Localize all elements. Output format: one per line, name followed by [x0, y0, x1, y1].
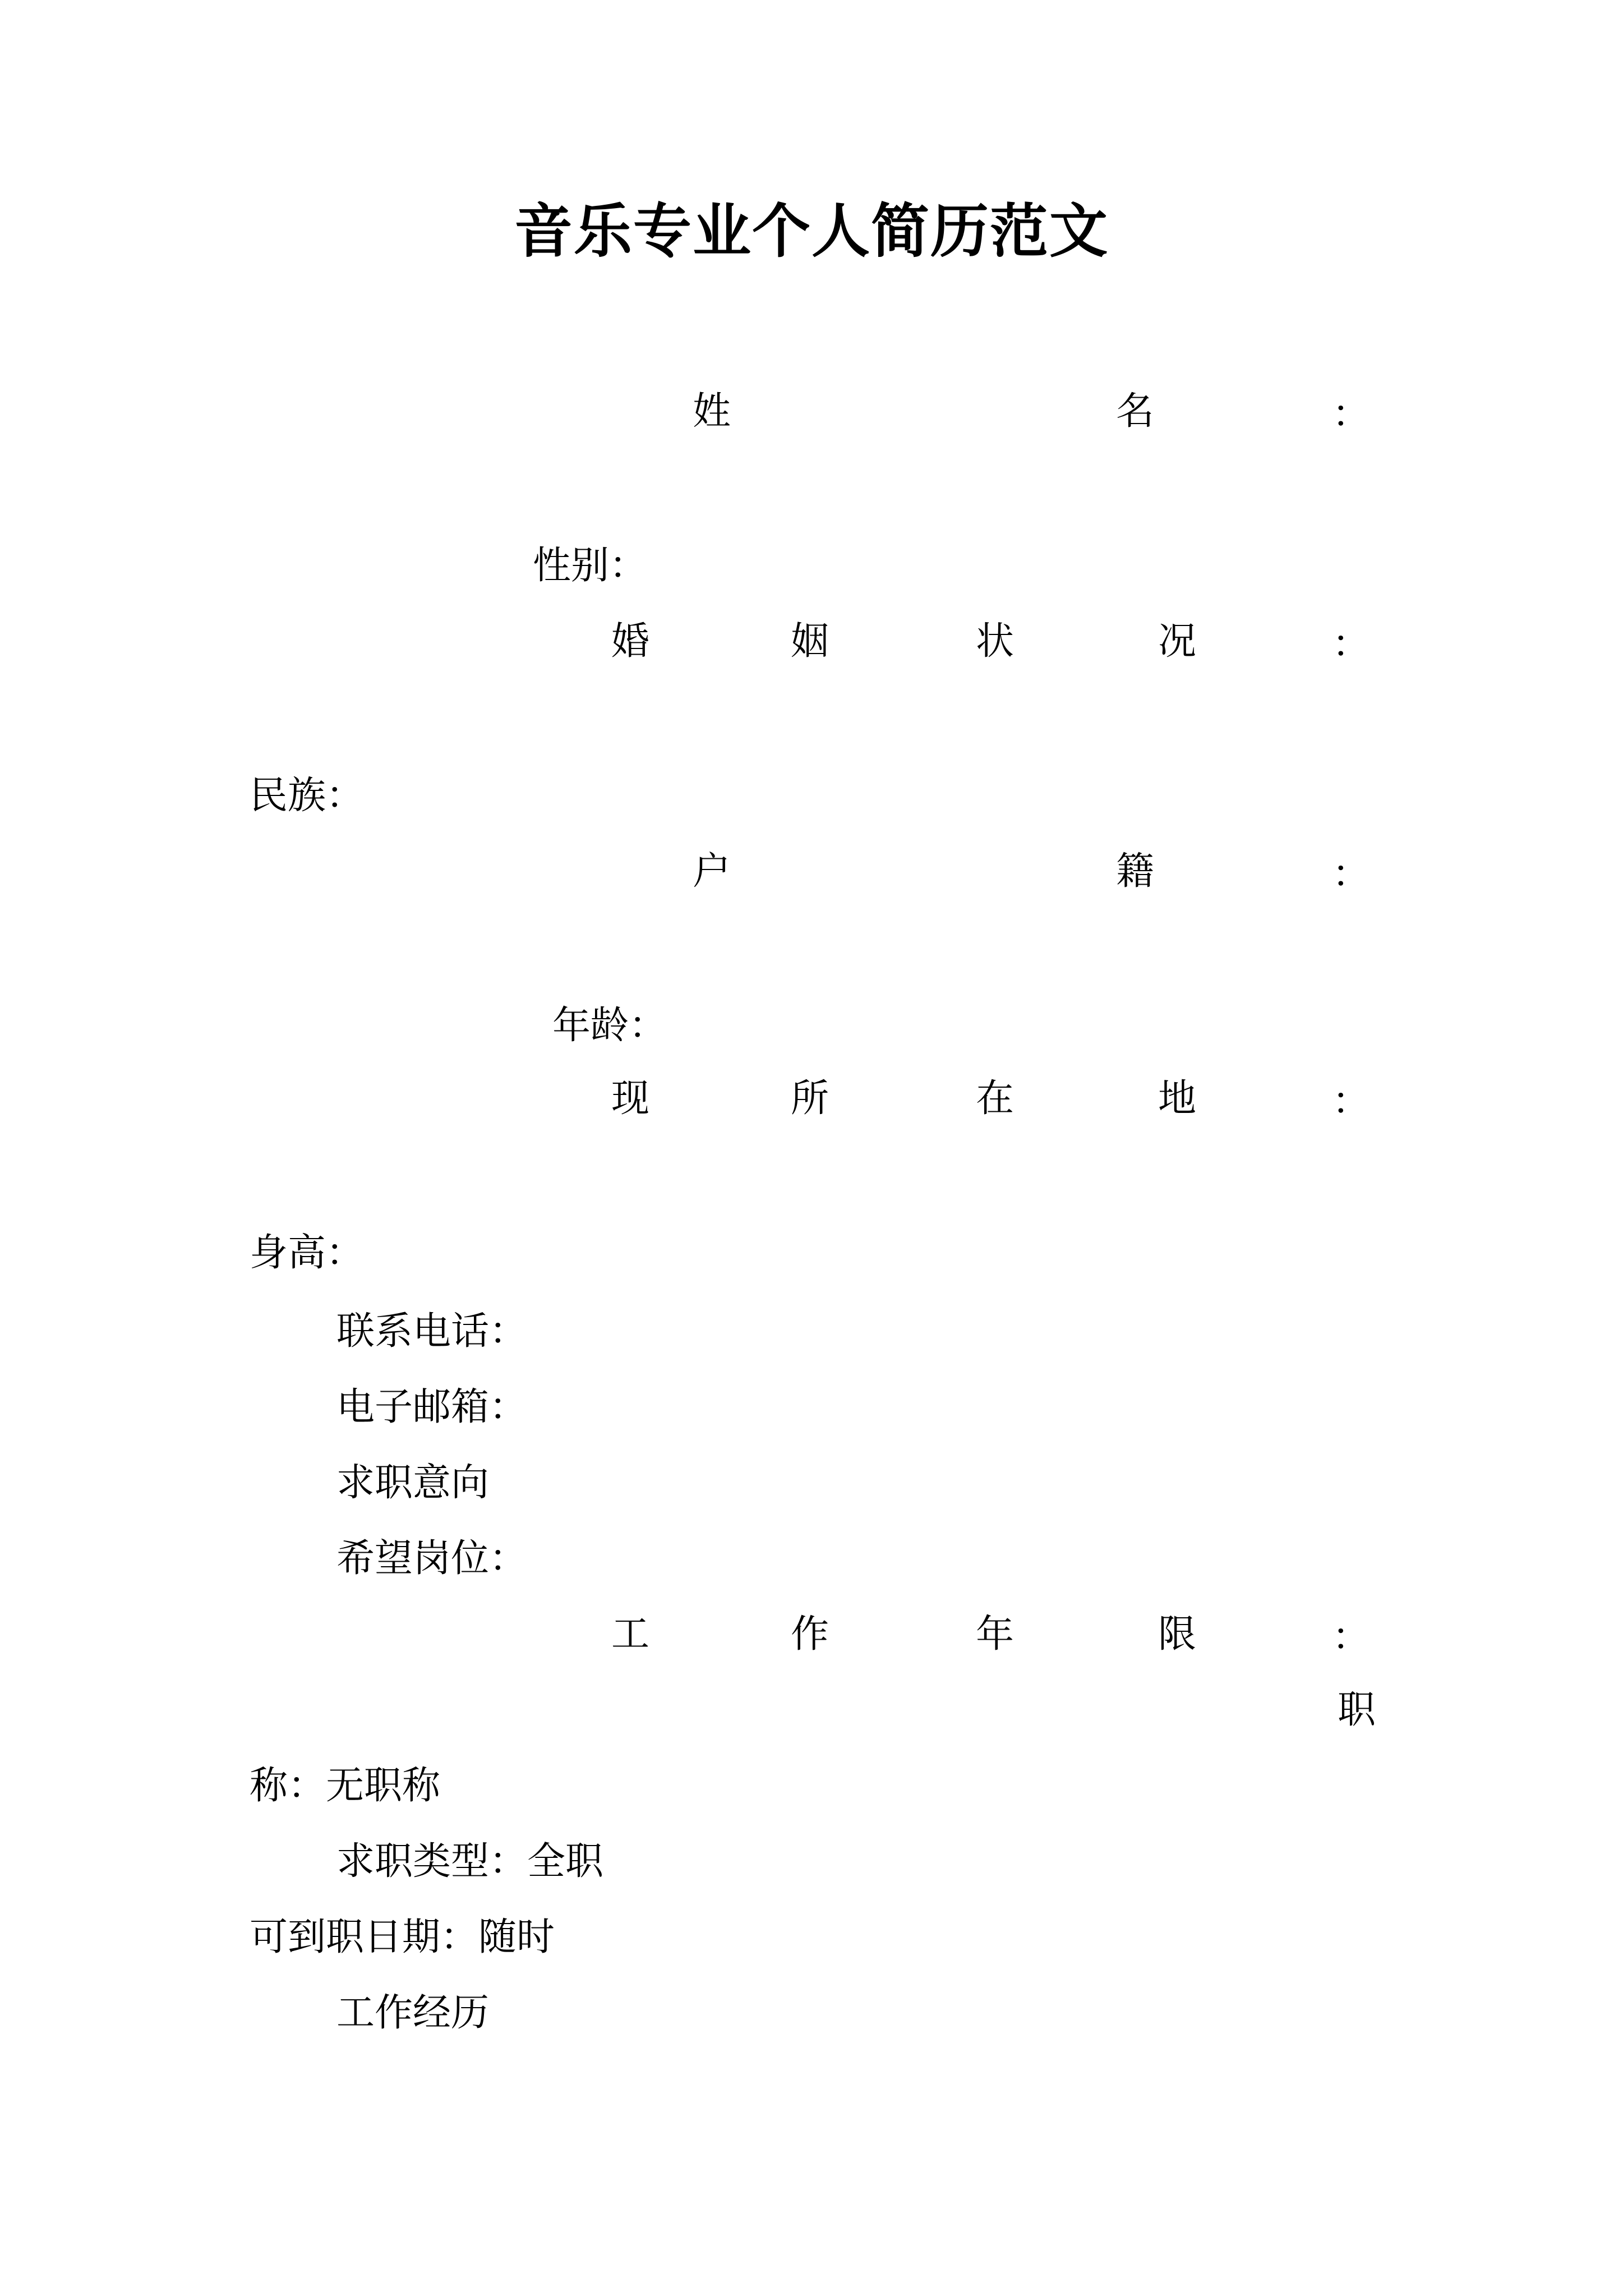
- name-label-char-2: 名: [1116, 389, 1155, 434]
- name-label-colon: ：: [1332, 392, 1371, 436]
- hukou-label-char-2: 籍: [1116, 849, 1155, 894]
- job-intent-heading: 求职意向: [336, 1461, 490, 1505]
- name-label-char-1: 姓: [693, 389, 731, 434]
- professional-title-label-first-char: 职: [1338, 1688, 1376, 1732]
- work-years-label-char-4: 限: [1158, 1612, 1197, 1657]
- location-label-char-2: 所: [791, 1076, 829, 1121]
- work-years-label-colon: ：: [1332, 1615, 1371, 1659]
- gender-label: 性别：: [533, 544, 648, 588]
- work-years-label-char-3: 年: [976, 1612, 1015, 1657]
- location-label-colon: ：: [1332, 1079, 1371, 1124]
- age-label: 年龄：: [552, 1004, 667, 1048]
- location-label-char-1: 现: [611, 1076, 650, 1121]
- ethnicity-label: 民族：: [250, 774, 365, 818]
- work-years-label-char-2: 作: [791, 1612, 829, 1657]
- marital-label-colon: ：: [1332, 622, 1371, 666]
- desired-position-label: 希望岗位：: [336, 1536, 528, 1581]
- document-title: 音乐专业个人简历范文: [514, 196, 1109, 265]
- marital-label-char-2: 姻: [791, 619, 829, 664]
- marital-label-char-4: 况: [1158, 619, 1197, 664]
- hukou-label-char-1: 户: [693, 849, 731, 894]
- work-history-heading: 工作经历: [336, 1991, 490, 2035]
- marital-label-char-3: 状: [976, 619, 1015, 664]
- location-label-char-4: 地: [1158, 1076, 1197, 1121]
- work-years-label-char-1: 工: [611, 1612, 650, 1657]
- hukou-label-colon: ：: [1332, 852, 1371, 896]
- available-date: 可到职日期：随时: [250, 1915, 555, 1959]
- email-label: 电子邮箱：: [336, 1385, 528, 1429]
- height-label: 身高：: [250, 1231, 365, 1275]
- job-type: 求职类型：全职: [336, 1839, 604, 1884]
- location-label-char-3: 在: [976, 1076, 1015, 1121]
- phone-label: 联系电话：: [336, 1309, 528, 1354]
- professional-title-value: 称：无职称: [250, 1764, 441, 1808]
- marital-label-char-1: 婚: [611, 619, 650, 664]
